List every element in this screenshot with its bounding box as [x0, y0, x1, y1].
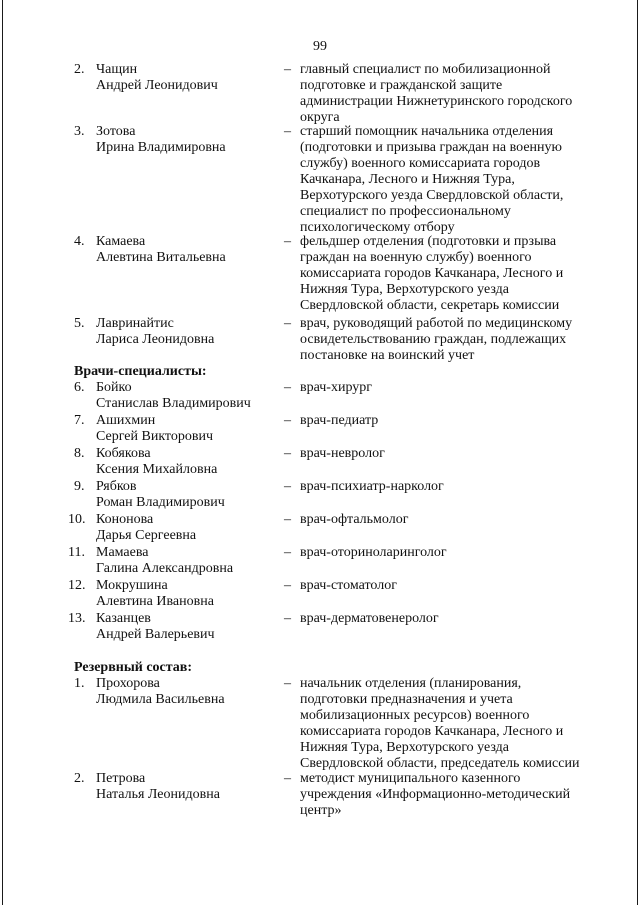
member-given-names: Роман Владимирович	[96, 495, 225, 510]
entry-number: 5.	[74, 316, 85, 331]
member-given-names: Дарья Сергеевна	[96, 528, 197, 543]
member-surname: Бойко	[96, 380, 132, 395]
member-given-names: Ксения Михайловна	[96, 462, 218, 477]
member-surname: Казанцев	[96, 611, 151, 626]
member-surname: Лавринайтис	[96, 316, 174, 331]
dash: –	[284, 512, 291, 527]
member-role: врач-дерматовенеролог	[300, 611, 439, 626]
member-surname: Кобякова	[96, 446, 151, 461]
dash: –	[284, 234, 291, 249]
entry-number: 11.	[68, 545, 85, 560]
entry-number: 2.	[74, 771, 85, 786]
entry-number: 12.	[68, 578, 86, 593]
member-given-names: Станислав Владимирович	[96, 396, 251, 411]
entry-number: 2.	[74, 62, 85, 77]
page-number: 99	[313, 39, 327, 54]
entry-number: 1.	[74, 676, 85, 691]
member-given-names: Наталья Леонидовна	[96, 787, 220, 802]
entry-number: 7.	[74, 413, 85, 428]
entry-number: 13.	[68, 611, 86, 626]
member-surname: Зотова	[96, 124, 136, 139]
dash: –	[284, 611, 291, 626]
member-role: старший помощник начальника отделения (подготовки и призыва граждан на военную службу) военного комиссариата городов Качканара, Лесного и Нижняя Тура, Верхотурского уезда Свердловской области, специалист по профессиональному психологическому отбору	[300, 124, 564, 235]
member-role: методист муниципального казенного учреждения «Информационно-методический центр»	[300, 771, 571, 818]
entry-number: 9.	[74, 479, 85, 494]
entry-number: 4.	[74, 234, 85, 249]
dash: –	[284, 316, 291, 331]
entry-number: 10.	[68, 512, 86, 527]
right-page-border	[637, 0, 638, 905]
member-given-names: Андрей Валерьевич	[96, 627, 215, 642]
member-role: врач-невролог	[300, 446, 385, 461]
member-role: врач-психиатр-нарколог	[300, 479, 444, 494]
member-role: главный специалист по мобилизационной подготовке и гражданской защите администрации Нижнетуринского городского округа	[300, 62, 573, 125]
dash: –	[284, 771, 291, 786]
entry-number: 3.	[74, 124, 85, 139]
member-role: врач-офтальмолог	[300, 512, 409, 527]
member-given-names: Сергей Викторович	[96, 429, 214, 444]
specialists-heading: Врачи-специалисты:	[74, 364, 207, 379]
dash: –	[284, 479, 291, 494]
member-given-names: Галина Александровна	[96, 561, 234, 576]
member-given-names: Алевтина Ивановна	[96, 594, 214, 609]
member-surname: Кононова	[96, 512, 154, 527]
member-role: врач-стоматолог	[300, 578, 397, 593]
dash: –	[284, 545, 291, 560]
member-role: фельдшер отделения (подготовки и прзыва граждан на военную службу) военного комиссариата городов Качканара, Лесного и Нижняя Тура, Верхотурского уезда Свердловской области, секретарь комиссии	[300, 234, 564, 313]
member-surname: Мокрушина	[96, 578, 168, 593]
dash: –	[284, 578, 291, 593]
member-given-names: Лариса Леонидовна	[96, 332, 215, 347]
dash: –	[284, 380, 291, 395]
entry-number: 8.	[74, 446, 85, 461]
member-surname: Камаева	[96, 234, 146, 249]
member-given-names: Людмила Васильевна	[96, 692, 225, 707]
dash: –	[284, 676, 291, 691]
dash: –	[284, 62, 291, 77]
member-role: врач-хирург	[300, 380, 373, 395]
member-given-names: Алевтина Витальевна	[96, 250, 226, 265]
member-surname: Ашихмин	[96, 413, 156, 428]
member-surname: Чащин	[96, 62, 138, 77]
member-surname: Петрова	[96, 771, 146, 786]
reserve-heading: Резервный состав:	[74, 660, 193, 675]
member-given-names: Андрей Леонидович	[96, 78, 218, 93]
left-page-border	[2, 0, 3, 905]
entry-number: 6.	[74, 380, 85, 395]
member-role: начальник отделения (планирования, подготовки предназначения и учета мобилизационных ресурсов) военного комиссариата городов Качканара, Лесного и Нижняя Тура, Верхотурского уезда Свердловской области, председатель комиссии	[300, 676, 580, 771]
member-surname: Прохорова	[96, 676, 160, 691]
member-role: врач-оториноларинголог	[300, 545, 447, 560]
dash: –	[284, 413, 291, 428]
member-surname: Рябков	[96, 479, 137, 494]
dash: –	[284, 124, 291, 139]
member-role: врач-педиатр	[300, 413, 379, 428]
member-role: врач, руководящий работой по медицинскому освидетельствованию граждан, подлежащих постановке на воинский учет	[300, 316, 573, 363]
member-given-names: Ирина Владимировна	[96, 140, 226, 155]
member-surname: Мамаева	[96, 545, 149, 560]
dash: –	[284, 446, 291, 461]
